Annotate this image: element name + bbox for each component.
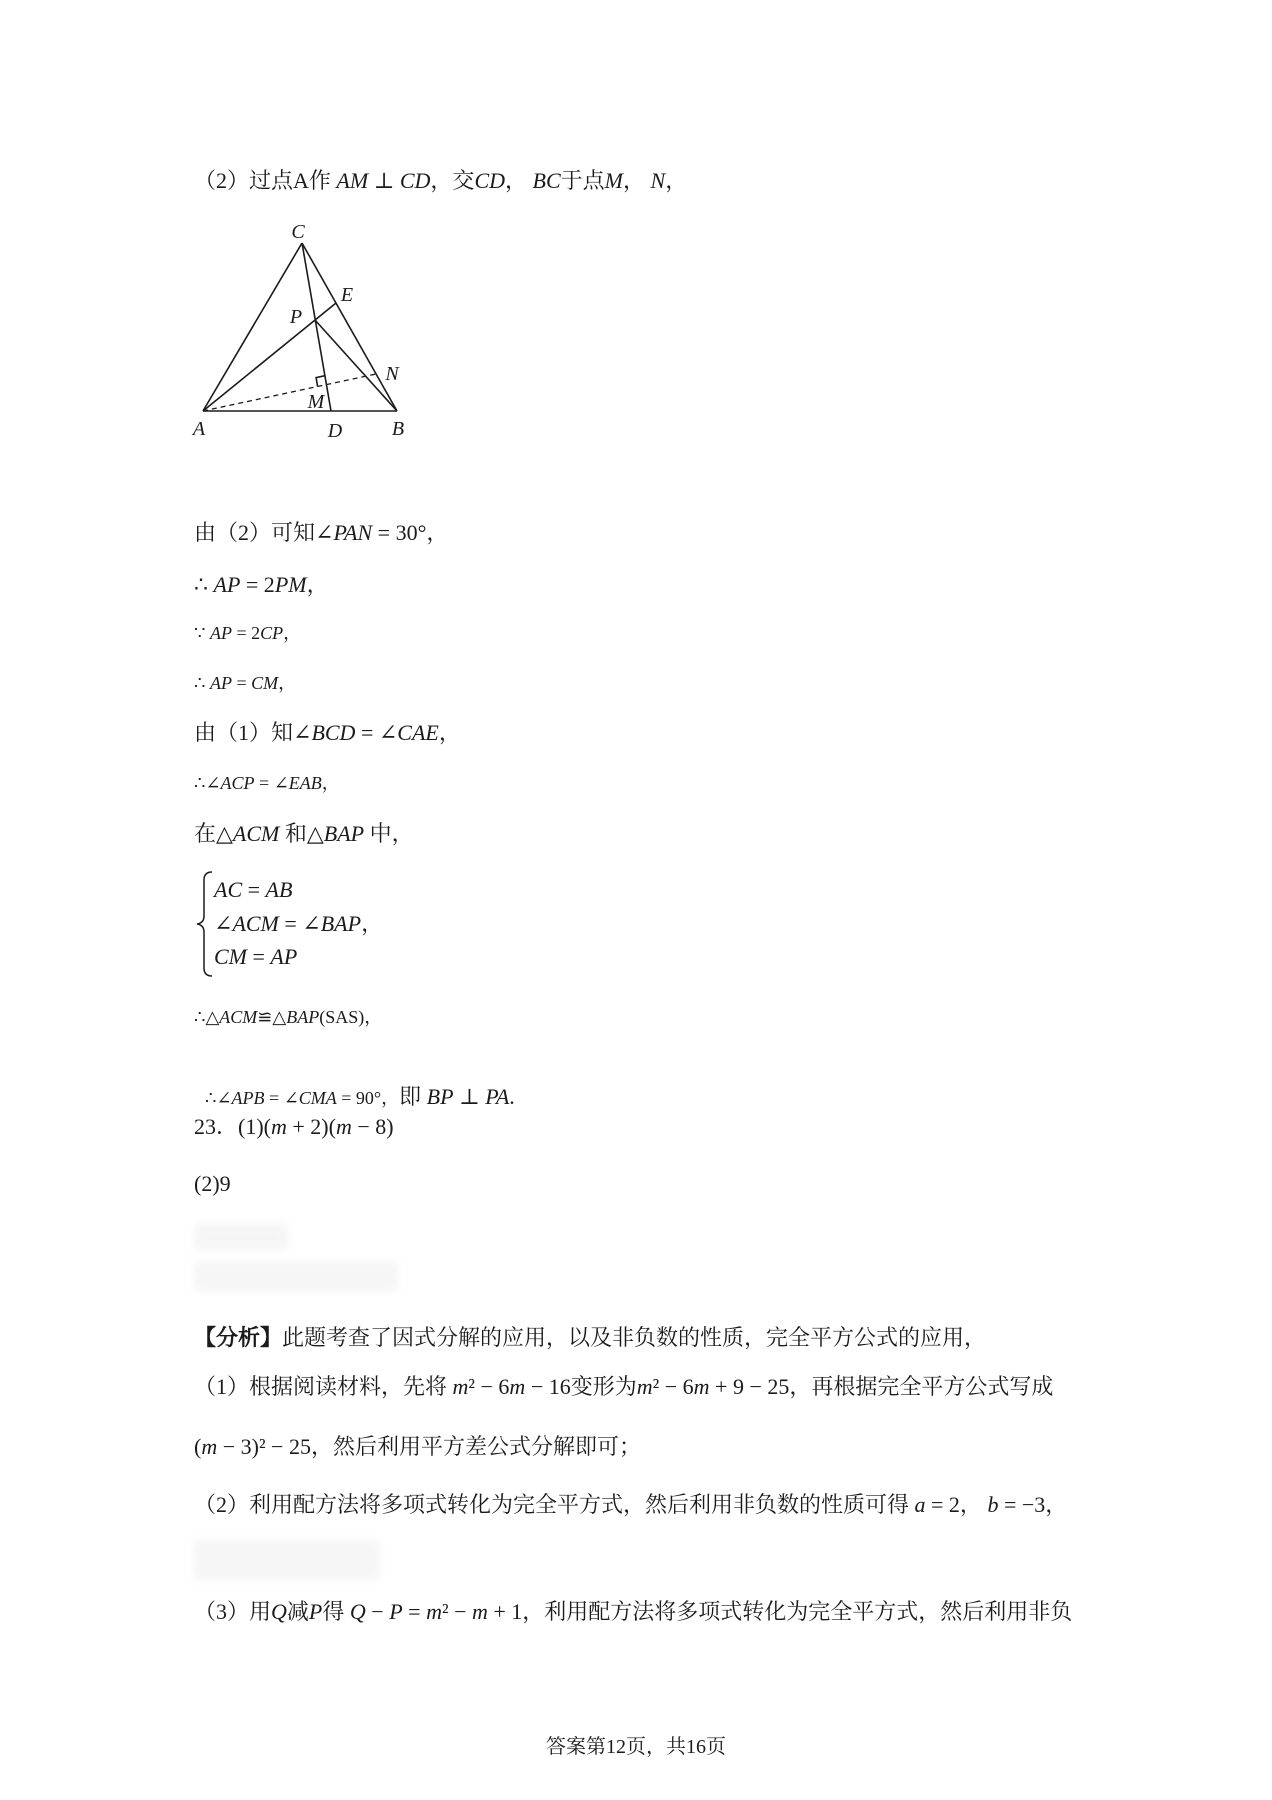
- math-variable: b: [987, 1492, 999, 1517]
- math-variable: m: [426, 1599, 442, 1624]
- math-variable: CM: [251, 673, 279, 693]
- text-run: = −3，: [998, 1492, 1068, 1517]
- text-run: 在△: [194, 821, 233, 846]
- math-variable: m: [270, 1114, 287, 1139]
- math-variable: EAB: [288, 773, 322, 793]
- text-run: = 2: [240, 572, 275, 597]
- angle-statement: [205, 1088, 399, 1108]
- text-run: ，: [278, 673, 297, 693]
- text-run: ∴∠: [194, 773, 221, 793]
- text-run: (SAS)，: [319, 1007, 383, 1027]
- math-variable: CAE: [397, 720, 439, 745]
- text-run: − 8): [351, 1114, 394, 1139]
- math-variable: BAP: [320, 911, 362, 936]
- text-run: ∴△: [194, 1007, 220, 1027]
- math-variable: Q: [349, 1599, 366, 1624]
- label-P: P: [289, 306, 303, 328]
- text-run: （3）用: [194, 1599, 272, 1624]
- text-run: ，: [321, 773, 340, 793]
- label-N: N: [385, 363, 399, 385]
- text-run: ，然后利用平方差公式分解即可；: [310, 1434, 641, 1459]
- text-run: ，利用配方法将多项式转化为完全平方式，然后利用非负: [522, 1599, 1073, 1624]
- text-run: = 2: [231, 623, 261, 643]
- math-variable: AP: [270, 944, 298, 969]
- math-variable: P: [389, 1599, 403, 1624]
- math-variable: PA: [485, 1084, 510, 1109]
- text-run: = 90°，: [336, 1088, 400, 1108]
- text-run: 由（2）可知∠: [194, 520, 334, 545]
- text-run: （2）利用配方法将多项式转化为完全平方式，然后利用非负数的性质可得: [194, 1492, 915, 1517]
- text-run: + 2)(: [286, 1114, 336, 1139]
- math-variable: AP: [209, 623, 232, 643]
- math-variable: Q: [271, 1599, 287, 1624]
- text-run: 于点: [560, 168, 605, 193]
- math-variable: AP: [209, 673, 232, 693]
- math-variable: M: [604, 168, 623, 193]
- text-run: 和△: [279, 821, 324, 846]
- text-run: = 2，: [925, 1492, 988, 1517]
- math-variable: CMA: [298, 1088, 337, 1108]
- analysis-point: [194, 1433, 641, 1461]
- text-run: = ∠: [278, 911, 321, 936]
- text-run: − 16: [525, 1374, 571, 1399]
- text-run: ，: [361, 911, 384, 936]
- math-variable: N: [650, 168, 666, 193]
- text-run: − 3)² − 25: [217, 1434, 311, 1459]
- text-run: 中，: [364, 821, 414, 846]
- proof-step: [194, 719, 461, 747]
- math-variable: m: [201, 1434, 218, 1459]
- analysis-summary: [194, 1324, 986, 1352]
- text-run: + 1: [487, 1599, 523, 1624]
- text-run: = 30°，: [372, 520, 449, 545]
- text-run: ∵: [194, 623, 210, 643]
- scan-smudge: [194, 1540, 380, 1580]
- right-angle-mark: [316, 376, 325, 387]
- math-variable: P: [308, 1599, 323, 1624]
- math-variable: AB: [265, 877, 293, 902]
- math-variable: AC: [214, 877, 243, 902]
- text-run: ≌△: [257, 1007, 287, 1027]
- system-equation: [214, 876, 292, 904]
- text-run: =: [402, 1599, 427, 1624]
- analysis-summary-text: 此题考查了因式分解的应用，以及非负数的性质，完全平方公式的应用，: [282, 1325, 987, 1350]
- text-run: 得: [322, 1599, 350, 1624]
- text-run: = ∠: [355, 720, 398, 745]
- text-run: ，: [622, 168, 651, 193]
- system-equation: [214, 943, 297, 971]
- math-variable: BP: [426, 1084, 454, 1109]
- q23-answer-1: [194, 1113, 394, 1141]
- math-variable: ACM: [232, 911, 279, 936]
- text-run: 23．(1): [194, 1114, 264, 1139]
- math-variable: PM: [274, 572, 307, 597]
- math-variable: CD: [474, 168, 505, 193]
- label-E: E: [340, 284, 354, 306]
- text-run: ，: [438, 720, 461, 745]
- system-equation: [214, 910, 383, 938]
- text-run: ² −: [441, 1599, 472, 1624]
- analysis-label: 【分析】: [194, 1325, 283, 1350]
- math-variable: m: [636, 1374, 653, 1399]
- scan-smudge: [194, 1224, 288, 1250]
- text-run: 由（1）知∠: [194, 720, 312, 745]
- math-variable: ACP: [220, 773, 255, 793]
- math-variable: m: [509, 1374, 526, 1399]
- math-variable: AM: [336, 168, 369, 193]
- text-run: ⊥: [453, 1084, 486, 1109]
- label-C: C: [291, 221, 305, 243]
- scan-smudge: [194, 1262, 398, 1291]
- perpendicular-conclusion: [194, 1055, 515, 1112]
- text-run: ，: [505, 168, 533, 193]
- text-run: ，: [306, 572, 329, 597]
- text-run: ² − 6: [468, 1374, 510, 1399]
- text-run: 变形为: [570, 1374, 637, 1399]
- q23-answer-2: (2)9: [194, 1171, 231, 1196]
- math-variable: BAP: [286, 1007, 320, 1027]
- math-variable: CD: [399, 168, 431, 193]
- text-run: ，再根据完全平方公式写成: [789, 1374, 1054, 1399]
- math-variable: BC: [532, 168, 561, 193]
- text-run: ∠: [214, 911, 233, 936]
- perpendicular-statement: [399, 1084, 515, 1109]
- analysis-point: [194, 1598, 1072, 1626]
- text-run: ⊥: [368, 168, 400, 193]
- text-run: ∴: [194, 572, 214, 597]
- text-run: ，: [283, 623, 302, 643]
- text-run: ∴∠: [205, 1088, 232, 1108]
- math-variable: m: [471, 1599, 488, 1624]
- math-variable: AP: [213, 572, 241, 597]
- text-run: 即: [399, 1084, 427, 1109]
- math-variable: APB: [231, 1088, 265, 1108]
- math-variable: BAP: [323, 821, 365, 846]
- text-run: =: [247, 944, 271, 969]
- text-run: −: [365, 1599, 390, 1624]
- analysis-point: [194, 1491, 1067, 1519]
- math-variable: m: [693, 1374, 710, 1399]
- math-variable: a: [914, 1492, 926, 1517]
- math-variable: ACM: [219, 1007, 258, 1027]
- text-run: ∴: [194, 673, 210, 693]
- text-run: 减: [286, 1599, 309, 1624]
- congruence-conclusion: [194, 1005, 382, 1029]
- label-M: M: [307, 391, 325, 413]
- label-D: D: [327, 420, 343, 442]
- text-run: (: [263, 1114, 271, 1139]
- text-run: = ∠: [264, 1088, 299, 1108]
- text-run: =: [231, 673, 252, 693]
- page-footer: 答案第12页，共16页: [546, 1736, 726, 1758]
- math-variable: m: [452, 1374, 469, 1399]
- text-run: （2）过点A作: [194, 168, 337, 193]
- math-variable: m: [335, 1114, 352, 1139]
- text-run: ² − 6: [652, 1374, 694, 1399]
- analysis-point: [194, 1373, 1053, 1401]
- math-variable: CM: [214, 944, 247, 969]
- math-variable: BCD: [311, 720, 356, 745]
- text-run: ，: [665, 168, 688, 193]
- text-run: + 9 − 25: [709, 1374, 790, 1399]
- label-B: B: [391, 418, 405, 440]
- label-A: A: [192, 418, 206, 440]
- text-run: .: [509, 1084, 515, 1109]
- text-run: =: [242, 877, 266, 902]
- text-run: （1）根据阅读材料，先将: [194, 1374, 453, 1399]
- text-run: = ∠: [254, 773, 289, 793]
- math-variable: ACM: [232, 821, 280, 846]
- text-run: ，交: [430, 168, 475, 193]
- math-variable: PAN: [333, 520, 373, 545]
- proof-step: [194, 519, 448, 547]
- text-run: (: [194, 1434, 202, 1459]
- math-variable: CP: [260, 623, 284, 643]
